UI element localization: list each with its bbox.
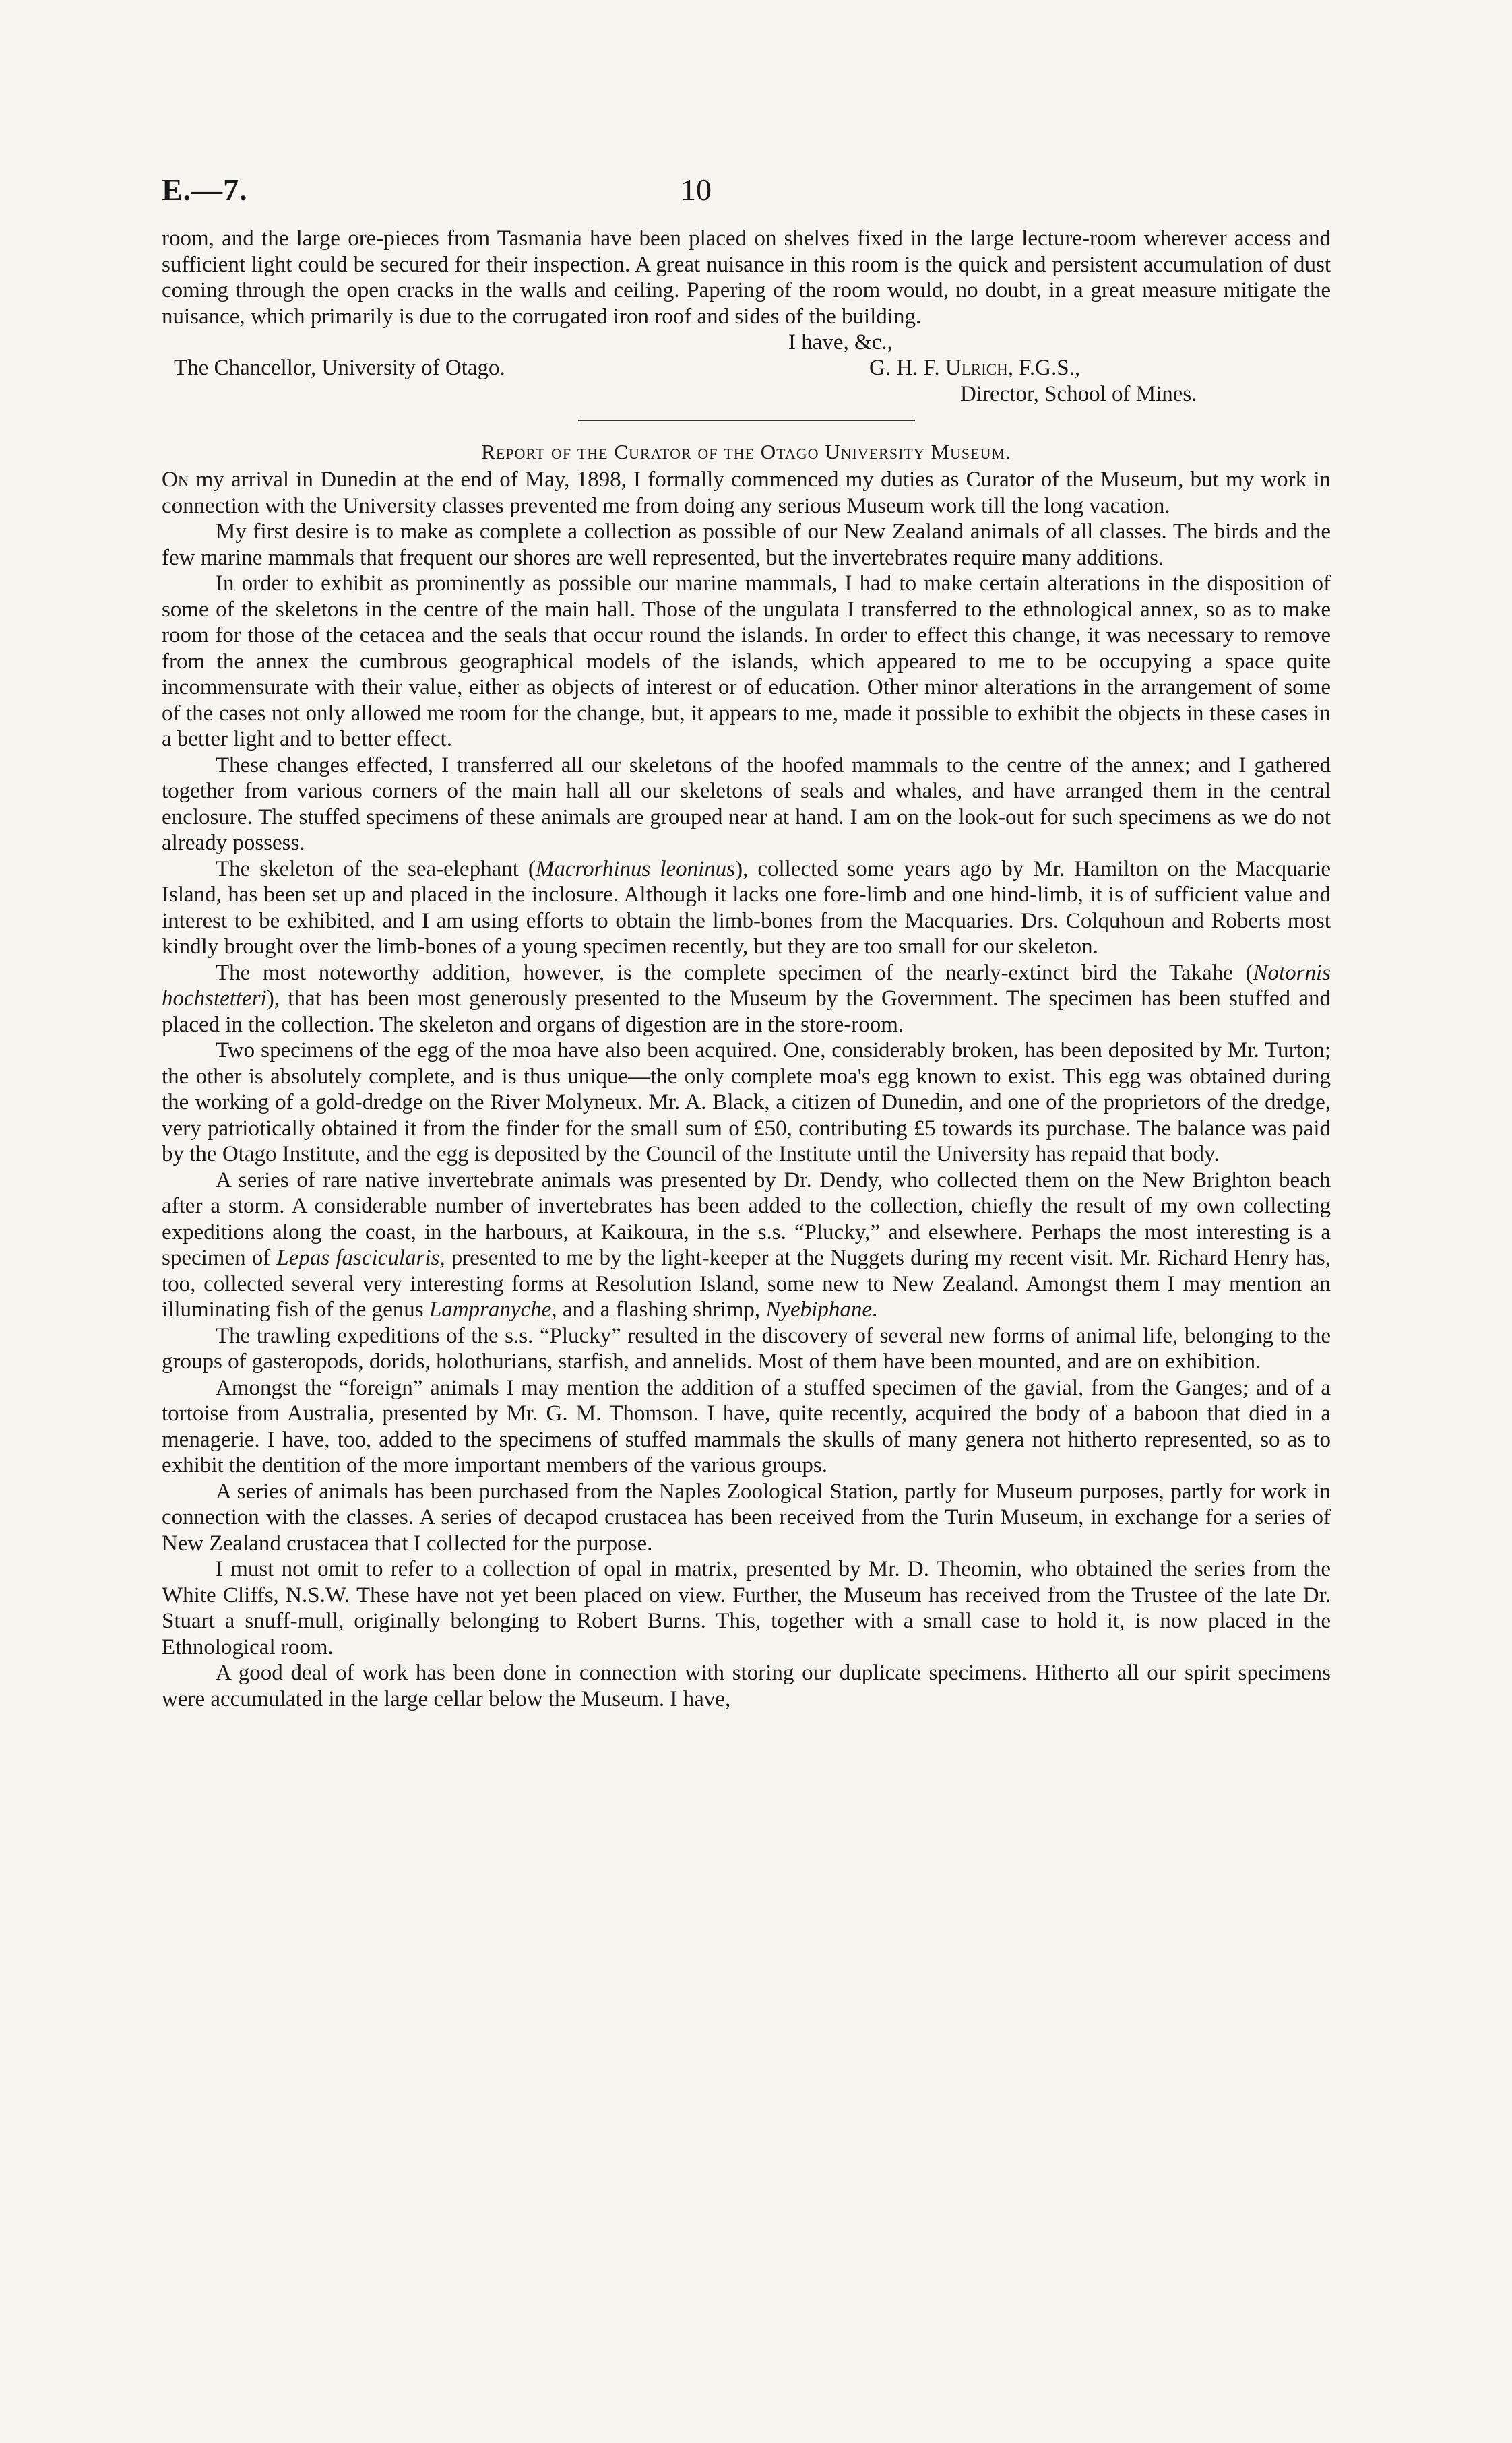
report-paragraph-9: The trawling expeditions of the s.s. “Plucky” resulted in the discovery of several new forms of animal life, belonging to the groups of gasteropods, dorids, holothurians, starfish, and annelids. Most of them have been mounted, and are on exhibition. bbox=[162, 1323, 1331, 1374]
report-paragraph-6-text-a: The most noteworthy addition, however, is the complete specimen of the nearly-extinct bird the Takahe ( bbox=[216, 960, 1253, 985]
page-header bbox=[162, 172, 1331, 226]
report-lead-word: On bbox=[162, 468, 189, 492]
report-paragraph-10: Amongst the “foreign” animals I may mention the addition of a stuffed specimen of the gavial, from the Ganges; and of a tortoise from Australia, presented by Mr. G. M. Thomson. I have, quite recently, acquired the body of a baboon that died in a menagerie. I have, too, added to the specimens of stuffed mammals the skulls of many genera not hitherto represented, so as to exhibit the dentition of the more important members of the various groups. bbox=[162, 1375, 1331, 1478]
report-paragraph-3: In order to exhibit as prominently as possible our marine mammals, I had to make certain alterations in the disposition of some of the skeletons in the centre of the main hall. Those of the ungulata I transferred to the ethnological annex, so as to make room for those of the cetacea and the seals that occur round the islands. In order to effect this change, it was necessary to remove from the annex the cumbrous geographical models of the islands, which appeared to me to be occupying a space quite incommensurate with their value, either as objects of interest or of education. Other minor alterations in the arrangement of some of the cases not only allowed me room for the change, but, it appears to me, made it possible to exhibit the objects in these cases in a better light and to better effect. bbox=[162, 571, 1331, 751]
genus-name: Lampranyche bbox=[429, 1298, 552, 1322]
report-paragraph-7: Two specimens of the egg of the moa have also been acquired. One, considerably broken, has been deposited by Mr. Turton; the other is absolutely complete, and is thus unique—the only complete moa's egg known to exist. This egg was obtained during the working of a gold-dredge on the River Molyneux. Mr. A. Black, a citizen of Dunedin, and one of the proprietors of the dredge, very patriotically obtained it from the finder for the small sum of £50, contributing £5 towards its purchase. The balance was paid by the Otago Institute, and the egg is deposited by the Council of the Institute until the University has repaid that body. bbox=[162, 1038, 1331, 1166]
report-paragraph-8-text-d: . bbox=[872, 1298, 878, 1322]
report-paragraph-5-text-b: ), collected some years ago by Mr. Hamilton on the Macquarie Island, has been set up and placed in the inclosure. Although it lacks one fore-limb and one hind-limb, it is of sufficient value and interest to be exhibited, and I am using efforts to obtain the limb-bones from the Macquaries. Drs. Colquhoun and Roberts most kindly brought over the limb-bones of a young specimen recently, but they are too small for our skeleton. bbox=[162, 856, 1331, 959]
report-paragraph-8-text-a: A series of rare native invertebrate animals was presented by Dr. Dendy, who collected them on the New Brighton beach after a storm. A considerable number of invertebrates has been added to the collection, chiefly the result of my own collecting expeditions along the coast, in the harbours, at Kaikoura, in the s.s. “Plucky,” and elsewhere. Perhaps the most interesting is a specimen of bbox=[162, 1168, 1331, 1270]
report-paragraph-11: A series of animals has been purchased from the Naples Zoological Station, partly for Museum purposes, partly for work in connection with the classes. A series of decapod crustacea has been received from the Turin Museum, in exchange for a series of New Zealand crustacea that I collected for the purpose. bbox=[162, 1479, 1331, 1556]
letter-closing-paragraph: room, and the large ore-pieces from Tasmania have been placed on shelves fixed in the large lecture-room wherever access and sufficient light could be secured for their inspection. A great nuisance in this room is the quick and persistent accumulation of dust coming through the open cracks in the walls and ceiling. Papering of the room would, no doubt, in a great measure mitigate the nuisance, which primarily is due to the corrugated iron roof and sides of the building. bbox=[162, 226, 1331, 329]
report-paragraph-6 bbox=[162, 960, 1331, 1038]
letter-valediction: I have, &c., bbox=[788, 330, 893, 354]
document-reference: E.—7. bbox=[162, 172, 248, 207]
report-paragraph-8-text-c: , and a flashing shrimp, bbox=[551, 1298, 766, 1322]
letter-signatory-title: Director, School of Mines. bbox=[960, 382, 1197, 406]
report-paragraph-4: These changes effected, I transferred all our skeletons of the hoofed mammals to the centre of the annex; and I gathered together from various corners of the main hall all our skeletons of seals and whales, and have arranged them in the central enclosure. The stuffed specimens of these animals are grouped near at hand. I am on the look-out for such specimens as we do not already possess. bbox=[162, 753, 1331, 855]
report-body bbox=[162, 467, 1331, 1712]
report-paragraph-6-text-b: ), that has been most generously presented to the Museum by the Government. The specimen has been stuffed and placed in the collection. The skeleton and organs of digestion are in the store-room. bbox=[162, 986, 1331, 1037]
section-divider bbox=[578, 420, 915, 421]
page-number: 10 bbox=[681, 172, 712, 207]
report-paragraph-12: I must not omit to refer to a collection of opal in matrix, presented by Mr. D. Theomin, who obtained the series from the White Cliffs, N.S.W. These have not yet been placed on view. Further, the Museum has received from the Trustee of the late Dr. Stuart a snuff-mull, originally belonging to Robert Burns. This, together with a small case to hold it, is now placed in the Ethnological room. bbox=[162, 1557, 1331, 1659]
report-paragraph-5-text-a: The skeleton of the sea-elephant ( bbox=[216, 856, 536, 881]
letter-addressee: The Chancellor, University of Otago. bbox=[174, 356, 505, 380]
report-paragraph-2: My first desire is to make as complete a collection as possible of our New Zealand animals of all classes. The birds and the few marine mammals that frequent our shores are well represented, but the invertebrates require many additions. bbox=[162, 519, 1331, 570]
report-paragraph-1-text: my arrival in Dunedin at the end of May, 1898, I formally commenced my duties as Curator of the Museum, but my work in connection with the University classes prevented me from doing any serious Museum work till the long vacation. bbox=[162, 468, 1331, 518]
species-name: Macrorhinus leoninus bbox=[535, 856, 736, 881]
letter-signatory: G. H. F. Ulrich, F.G.S., bbox=[869, 356, 1081, 380]
species-name: Lepas fascicularis bbox=[276, 1246, 440, 1270]
letter-closing bbox=[162, 226, 1331, 329]
report-paragraph-13: A good deal of work has been done in connection with storing our duplicate specimens. Hitherto all our spirit specimens were accumulated in the large cellar below the Museum. I have, bbox=[162, 1661, 1331, 1711]
document-page bbox=[162, 172, 1331, 1712]
signature-block bbox=[162, 329, 1331, 408]
report-title: Report of the Curator of the Otago University Museum. bbox=[481, 440, 1011, 464]
species-name: Notornis hochstetteri bbox=[162, 960, 1331, 1011]
report-paragraph-8 bbox=[162, 1168, 1331, 1323]
report-paragraph-8-text-b: , presented to me by the light-keeper at the Nuggets during my recent visit. Mr. Richard Henry has, too, collected several very interesting forms at Resolution Island, some new to New Zealand. Amongst them I may mention an illuminating fish of the genus bbox=[162, 1246, 1331, 1322]
genus-name: Nyebiphane bbox=[765, 1298, 872, 1322]
report-paragraph-1 bbox=[162, 467, 1331, 519]
report-paragraph-5 bbox=[162, 856, 1331, 960]
